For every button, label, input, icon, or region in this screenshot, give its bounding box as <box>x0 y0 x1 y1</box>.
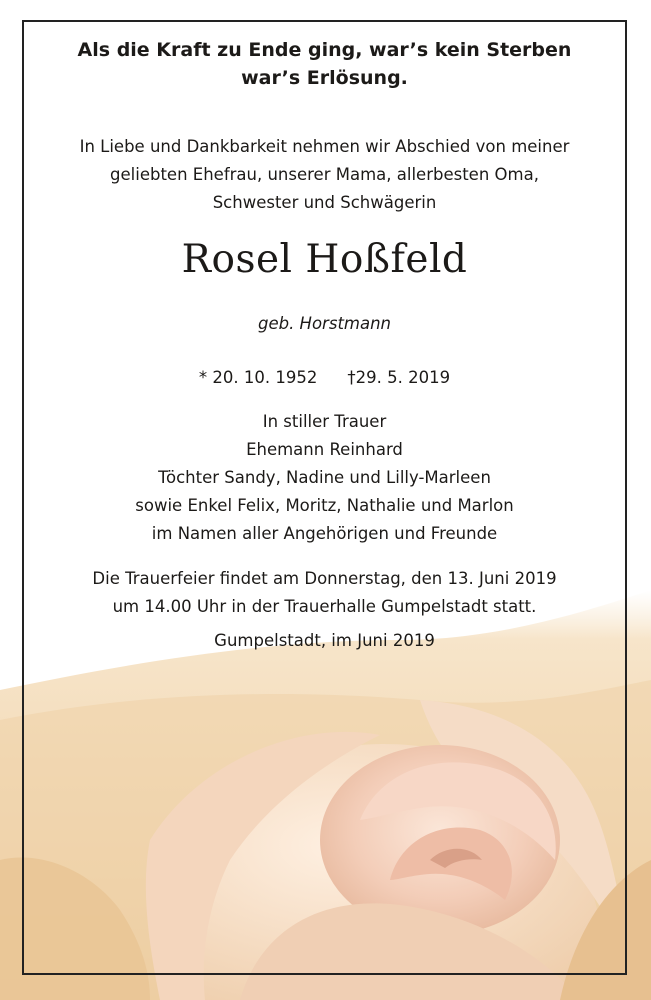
intro-line: Schwester und Schwägerin <box>212 193 437 212</box>
deceased-name: Rosel Hoßfeld <box>181 237 468 282</box>
funeral-line: Die Trauerfeier findet am Donnerstag, den 13. Juni 2019 <box>92 569 557 588</box>
funeral-line: um 14.00 Uhr in der Trauerhalle Gumpelstadt statt. <box>112 597 537 616</box>
motto-line: war’s Erlösung. <box>241 67 408 89</box>
death-date: †29. 5. 2019 <box>347 368 451 387</box>
life-dates <box>24 366 625 390</box>
birth-date: * 20. 10. 1952 <box>198 368 318 387</box>
mourners-line: Töchter Sandy, Nadine und Lilly-Marleen <box>158 468 491 487</box>
motto <box>24 36 625 92</box>
funeral-info <box>24 565 625 621</box>
mourners-list <box>24 408 625 548</box>
intro-line: geliebten Ehefrau, unserer Mama, allerbesten Oma, <box>110 165 539 184</box>
motto-line: Als die Kraft zu Ende ging, war’s kein Sterben <box>77 39 572 61</box>
mourners-line: Ehemann Reinhard <box>246 440 403 459</box>
birth-name: geb. Horstmann <box>257 314 392 333</box>
intro-line: In Liebe und Dankbarkeit nehmen wir Abschied von meiner <box>79 137 570 156</box>
place-date: Gumpelstadt, im Juni 2019 <box>214 631 435 650</box>
intro-text <box>24 133 625 217</box>
mourners-line: In stiller Trauer <box>262 412 387 431</box>
mourners-line: im Namen aller Angehörigen und Freunde <box>151 524 498 543</box>
mourners-line: sowie Enkel Felix, Moritz, Nathalie und Marlon <box>135 496 514 515</box>
